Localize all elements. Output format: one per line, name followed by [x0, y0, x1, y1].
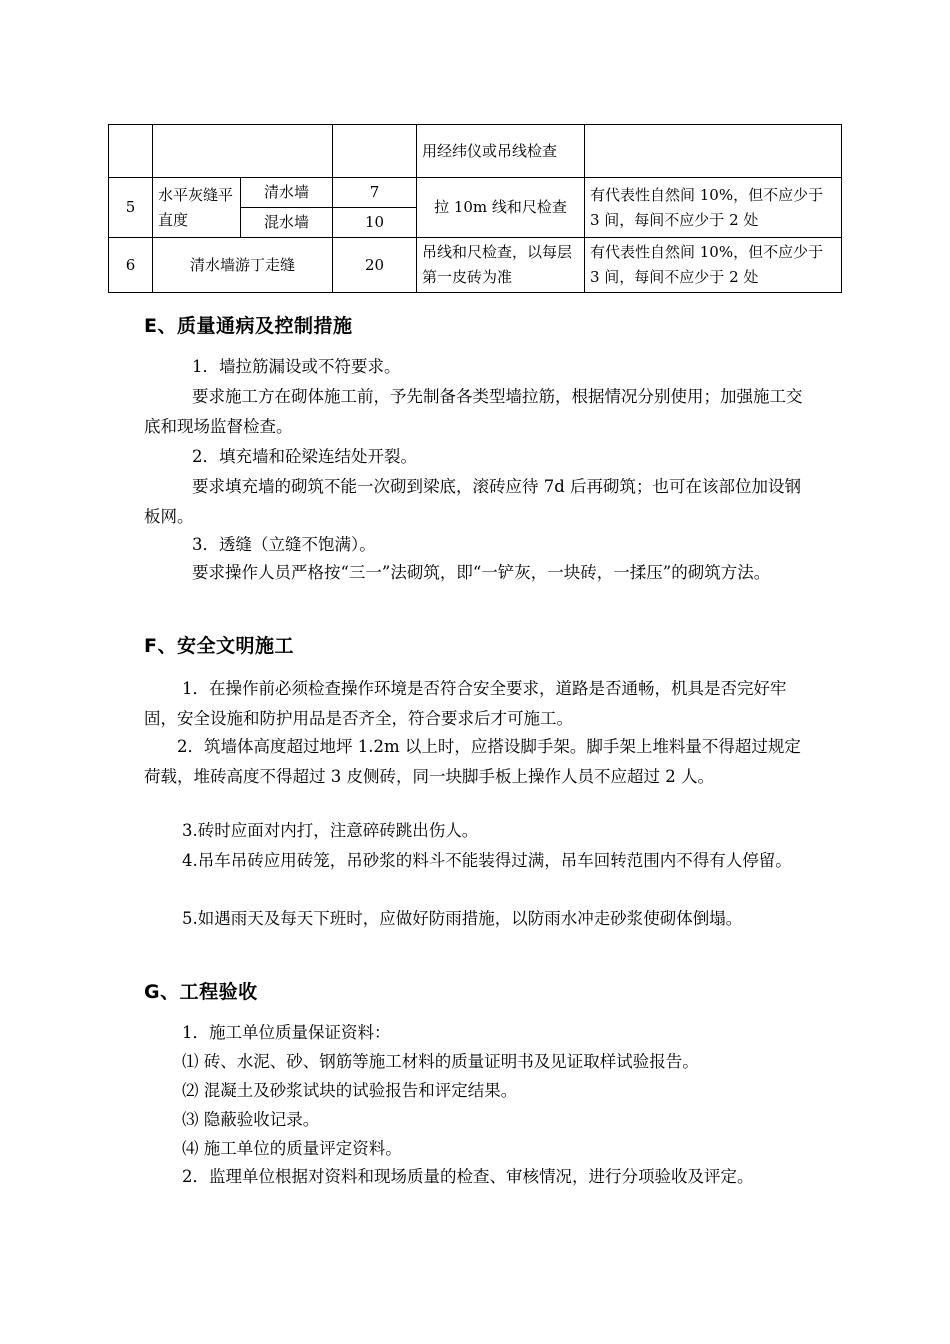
inspection-table: [108, 124, 842, 293]
list-item: ⑶ 隐蔽验收记录。: [182, 1110, 320, 1129]
item-label: 1．施工单位质量保证资料：: [182, 1023, 391, 1042]
tolerance-cell: 10: [333, 208, 417, 238]
paragraph: 要求施工方在砌体施工前，予先制备各类型墙拉筋，根据情况分别使用；加强施工交底和现场监督检查。: [144, 387, 803, 436]
tolerance-cell: 20: [333, 238, 417, 293]
paragraph: 1．在操作前必须检查操作环境是否符合安全要求，道路是否通畅，机具是否完好牢固，安全设施和防护用品是否齐全，符合要求后才可施工。: [144, 679, 787, 728]
method-cell: 拉 10m 线和尺检查: [417, 178, 585, 238]
list-item: ⑴ 砖、水泥、砂、钢筋等施工材料的质量证明书及见证取样试验报告。: [182, 1052, 699, 1071]
item-cell: 清水墙游丁走缝: [153, 238, 333, 293]
sub-item-cell: 混水墙: [241, 208, 333, 238]
section-heading: E、质量通病及控制措施: [144, 315, 353, 337]
paragraph: 4.吊车吊砖应用砖笼，吊砂浆的料斗不能装得过满，吊车回转范围内不得有人停留。: [182, 851, 792, 870]
item-label: 1．墙拉筋漏设或不符要求。: [192, 357, 401, 376]
paragraph: 2．监理单位根据对资料和现场质量的检查、审核情况，进行分项验收及评定。: [182, 1167, 754, 1186]
tolerance-cell: 7: [333, 178, 417, 208]
section-heading: G、工程验收: [144, 981, 258, 1003]
row-number: 6: [109, 238, 153, 293]
scope-cell: 有代表性自然间 10%，但不应少于 3 间，每间不应少于 2 处: [585, 178, 842, 238]
section-heading: F、安全文明施工: [144, 635, 294, 657]
table-row: [109, 238, 842, 293]
method-cell: 吊线和尺检查，以每层第一皮砖为准: [417, 238, 585, 293]
paragraph: 3.砖时应面对内打，注意碎砖跳出伤人。: [182, 821, 479, 840]
sub-item-cell: 清水墙: [241, 178, 333, 208]
item-cell: 水平灰缝平直度: [153, 178, 241, 238]
paragraph: 5.如遇雨天及每天下班时，应做好防雨措施，以防雨水冲走砂浆使砌体倒塌。: [182, 909, 743, 928]
paragraph: 要求操作人员严格按“三一”法砌筑，即“一铲灰，一块砖，一揉压”的砌筑方法。: [192, 563, 771, 582]
item-label: 3．透缝（立缝不饱满）。: [192, 535, 376, 554]
paragraph: 要求填充墙的砌筑不能一次砌到梁底，滚砖应待 7d 后再砌筑；也可在该部位加设钢板网。: [144, 477, 802, 526]
row-number: 5: [109, 178, 153, 238]
table-row: [109, 125, 842, 178]
paragraph: 2．筑墙体高度超过地坪 1.2m 以上时，应搭设脚手架。脚手架上堆料量不得超过规定荷载，堆砖高度不得超过 3 皮侧砖，同一块脚手板上操作人员不应超过 2 人。: [144, 737, 801, 786]
table-row: [109, 178, 842, 208]
scope-cell: 有代表性自然间 10%，但不应少于 3 间，每间不应少于 2 处: [585, 238, 842, 293]
list-item: ⑵ 混凝土及砂浆试块的试验报告和评定结果。: [182, 1081, 518, 1100]
item-label: 2．填充墙和砼梁连结处开裂。: [192, 447, 417, 466]
list-item: ⑷ 施工单位的质量评定资料。: [182, 1139, 402, 1158]
method-cell: 用经纬仪或吊线检查: [417, 125, 585, 178]
